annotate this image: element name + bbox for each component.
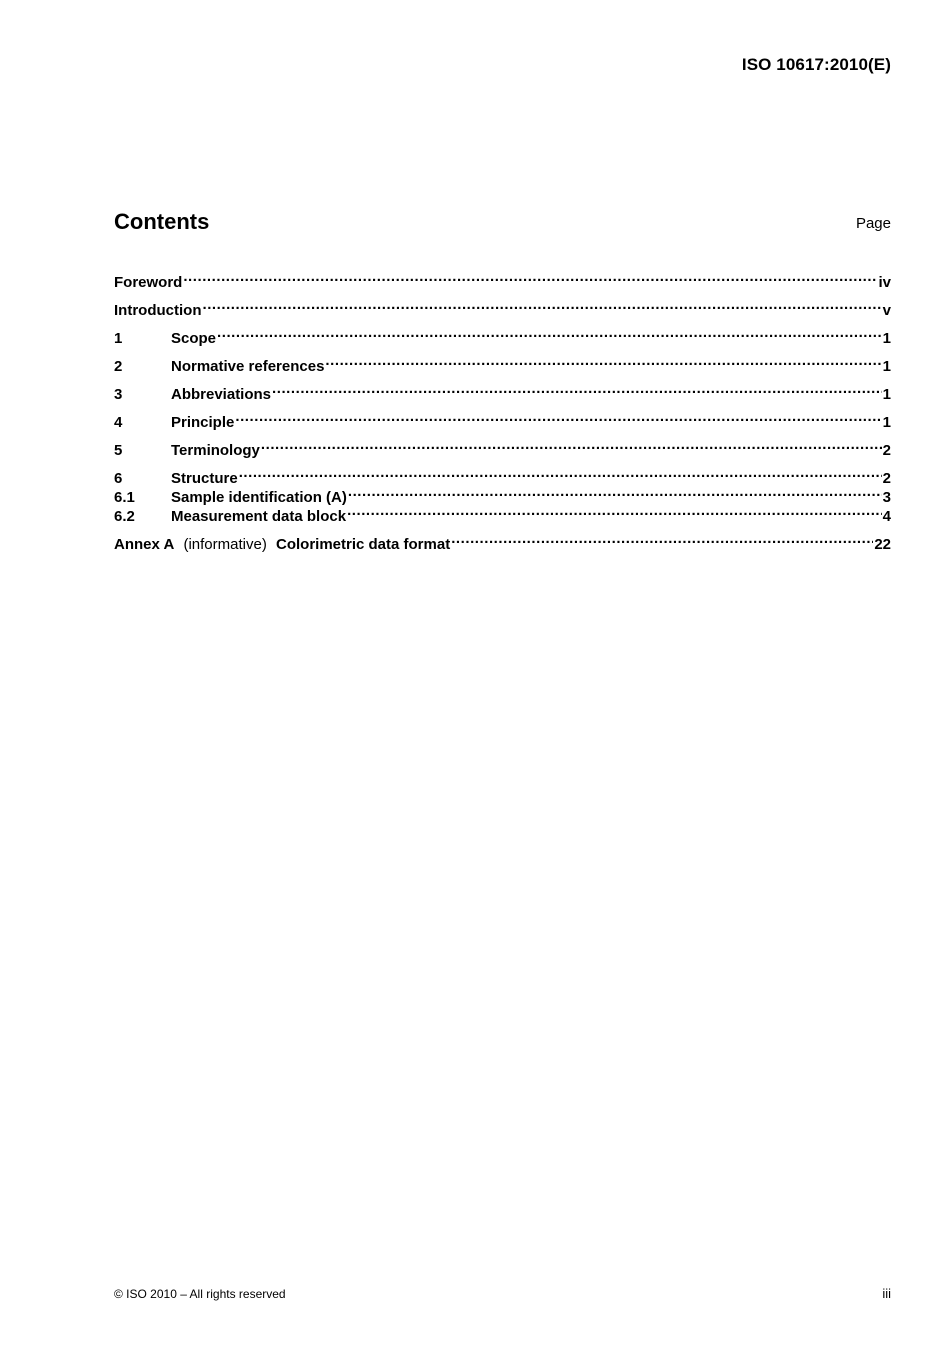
- toc-entry-abbreviations[interactable]: [114, 380, 891, 403]
- toc-entry-title: Terminology: [171, 442, 260, 459]
- toc-entry-normative-references[interactable]: [114, 352, 891, 375]
- toc-entry-page: 4: [882, 508, 891, 525]
- toc-entry-page: 2: [882, 470, 891, 487]
- toc-entry-page: 2: [882, 442, 891, 459]
- dot-leader: [451, 530, 873, 549]
- toc-entry-scope[interactable]: [114, 324, 891, 347]
- dot-leader: [239, 464, 882, 483]
- toc-entry-title: Sample identification (A): [171, 489, 347, 506]
- toc-entry-number: 1: [114, 330, 123, 347]
- toc-entry-annex-a[interactable]: [114, 530, 891, 553]
- toc-entry-title: Normative references: [171, 358, 325, 375]
- dot-leader: [261, 436, 882, 455]
- toc-entry-number: 6.2: [114, 508, 135, 525]
- dot-leader: [235, 408, 881, 427]
- dot-leader: [202, 296, 881, 315]
- page-column-label: Page: [855, 215, 891, 232]
- dot-leader: [272, 380, 882, 399]
- toc-entry-title: Principle: [171, 414, 235, 431]
- toc-entry-title: Scope: [171, 330, 217, 347]
- toc-entry-title: Abbreviations: [171, 386, 272, 403]
- toc-entry-page: 22: [874, 536, 891, 553]
- toc-entry-introduction[interactable]: [114, 296, 891, 319]
- toc-entry-page: 1: [882, 330, 891, 347]
- toc-entry-number: 4: [114, 414, 123, 431]
- dot-leader: [325, 352, 881, 371]
- toc-entry-page: 1: [882, 386, 891, 403]
- toc-entry-principle[interactable]: [114, 408, 891, 431]
- toc-entry-structure[interactable]: [114, 464, 891, 487]
- page-number: iii: [882, 1286, 891, 1301]
- dot-leader: [183, 268, 877, 287]
- toc-entry-page: 3: [882, 489, 891, 506]
- toc-entry-foreword[interactable]: [114, 268, 891, 291]
- table-of-contents: [114, 268, 891, 553]
- toc-entry-number: 2: [114, 358, 123, 375]
- dot-leader: [348, 483, 882, 502]
- toc-entry-number: 3: [114, 386, 123, 403]
- document-identifier: ISO 10617:2010(E): [741, 55, 891, 74]
- annex-qualifier: (informative): [183, 536, 267, 553]
- copyright-notice: © ISO 2010 – All rights reserved: [114, 1287, 286, 1301]
- toc-entry-number: 6.1: [114, 489, 135, 506]
- annex-label: Annex A: [114, 536, 175, 553]
- toc-entry-terminology[interactable]: [114, 436, 891, 459]
- annex-heading: [114, 536, 450, 553]
- toc-entry-title: Introduction: [114, 302, 202, 319]
- contents-header: [114, 209, 891, 239]
- toc-entry-page: 1: [882, 358, 891, 375]
- toc-entry-page: iv: [878, 274, 891, 291]
- toc-entry-title: Structure: [171, 470, 238, 487]
- toc-entry-number: 6: [114, 470, 123, 487]
- toc-entry-page: 1: [882, 414, 891, 431]
- toc-entry-page: v: [882, 302, 891, 319]
- dot-leader: [217, 324, 882, 343]
- contents-title: Contents: [114, 209, 210, 234]
- toc-entry-title: Foreword: [114, 274, 183, 291]
- dot-leader: [347, 502, 882, 521]
- annex-title: Colorimetric data format: [276, 536, 451, 553]
- toc-entry-number: 5: [114, 442, 123, 459]
- toc-entry-title: Measurement data block: [171, 508, 347, 525]
